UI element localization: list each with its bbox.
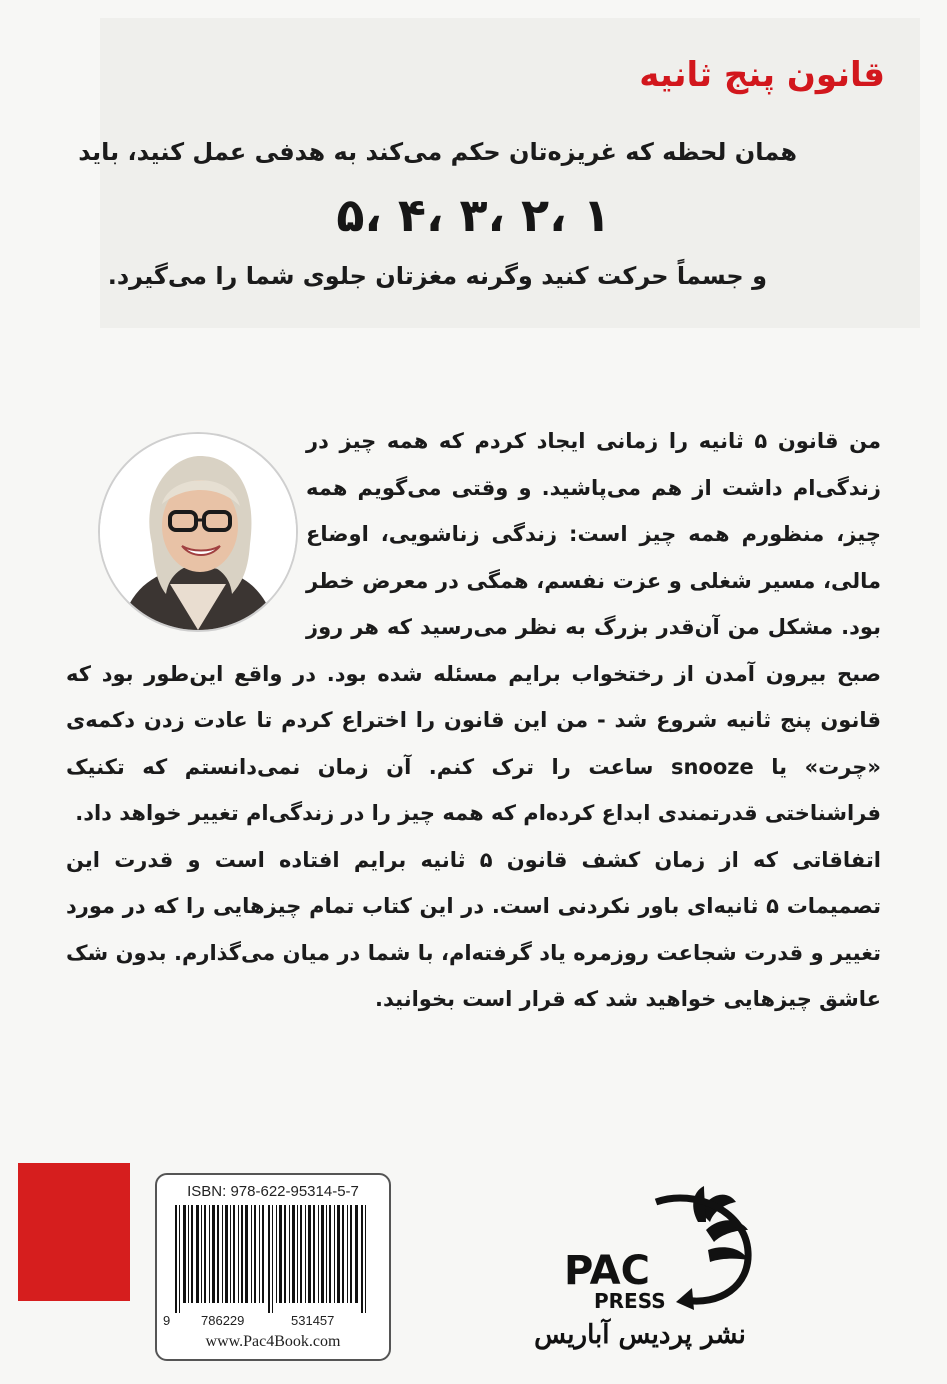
- barcode-label: [155, 1173, 391, 1361]
- logo-pac-text: PAC: [564, 1248, 650, 1294]
- barcode-digits-right: 531457: [291, 1313, 335, 1328]
- book-title: قانون پنج ثانیه: [639, 55, 885, 95]
- publisher-name: نشر پردیس آباریس: [534, 1320, 746, 1350]
- barcode-digit-left: 9: [163, 1313, 171, 1328]
- publisher-logo: [560, 1182, 760, 1314]
- barcode-bars: [167, 1205, 379, 1313]
- description-text: [66, 418, 881, 1023]
- portrait-spacer: [66, 418, 306, 650]
- publisher-website: www.Pac4Book.com: [205, 1333, 341, 1350]
- red-color-block: [18, 1163, 130, 1301]
- isbn-text: ISBN: 978-622-95314-5-7: [187, 1183, 359, 1200]
- description-paragraph-1: من قانون ۵ ثانیه را زمانی ایجاد کردم که همه چیز در زندگی‌ام داشت از هم می‌پاشید. و وقتی می‌گویم همه چیز، منظورم همه چیز است: زندگی زناشویی، اوضاع مالی، مسیر شغلی و عزت نفسم، همگی در معرض خطر بود. مشکل من آن‌قدر بزرگ به نظر می‌رسید که هر روز صبح بیرون آمدن از رختخواب برایم مسئله شده بود. در واقع این‌طور بود که قانون پنج ثانیه شروع شد - من این قانون را اختراع کردم تا عادت زدن دکمه‌ی «چرت» یا snooze ساعت را ترک کنم. آن زمان نمی‌دانستم که تکنیک فراشناختی قدرتمندی ابداع کرده‌ام که همه چیز را در زندگی‌ام تغییر خواهد داد.: [66, 429, 881, 825]
- intro-line: همان لحظه که غریزه‌تان حکم می‌کند به هدفی عمل کنید، باید: [78, 138, 797, 166]
- description-paragraph-2: اتفاقاتی که از زمان کشف قانون ۵ ثانیه برایم افتاده است و قدرت این تصمیمات ۵ ثانیه‌ای باور نکردنی است. در این کتاب تمام چیزهایی را که در مورد تغییر و قدرت شجاعت روزمره یاد گرفته‌ام، با شما در میان می‌گذارم. بدون شک عاشق چیزهایی خواهید شد که قرار است بخوانید.: [66, 847, 881, 1011]
- logo-press-text: PRESS: [594, 1289, 666, 1313]
- outro-line: و جسماً حرکت کنید وگرنه مغزتان جلوی شما را می‌گیرد.: [107, 262, 767, 290]
- countdown-numbers: ۵، ۴، ۳، ۲، ۱: [336, 188, 611, 242]
- barcode-digits-mid: 786229: [201, 1313, 245, 1328]
